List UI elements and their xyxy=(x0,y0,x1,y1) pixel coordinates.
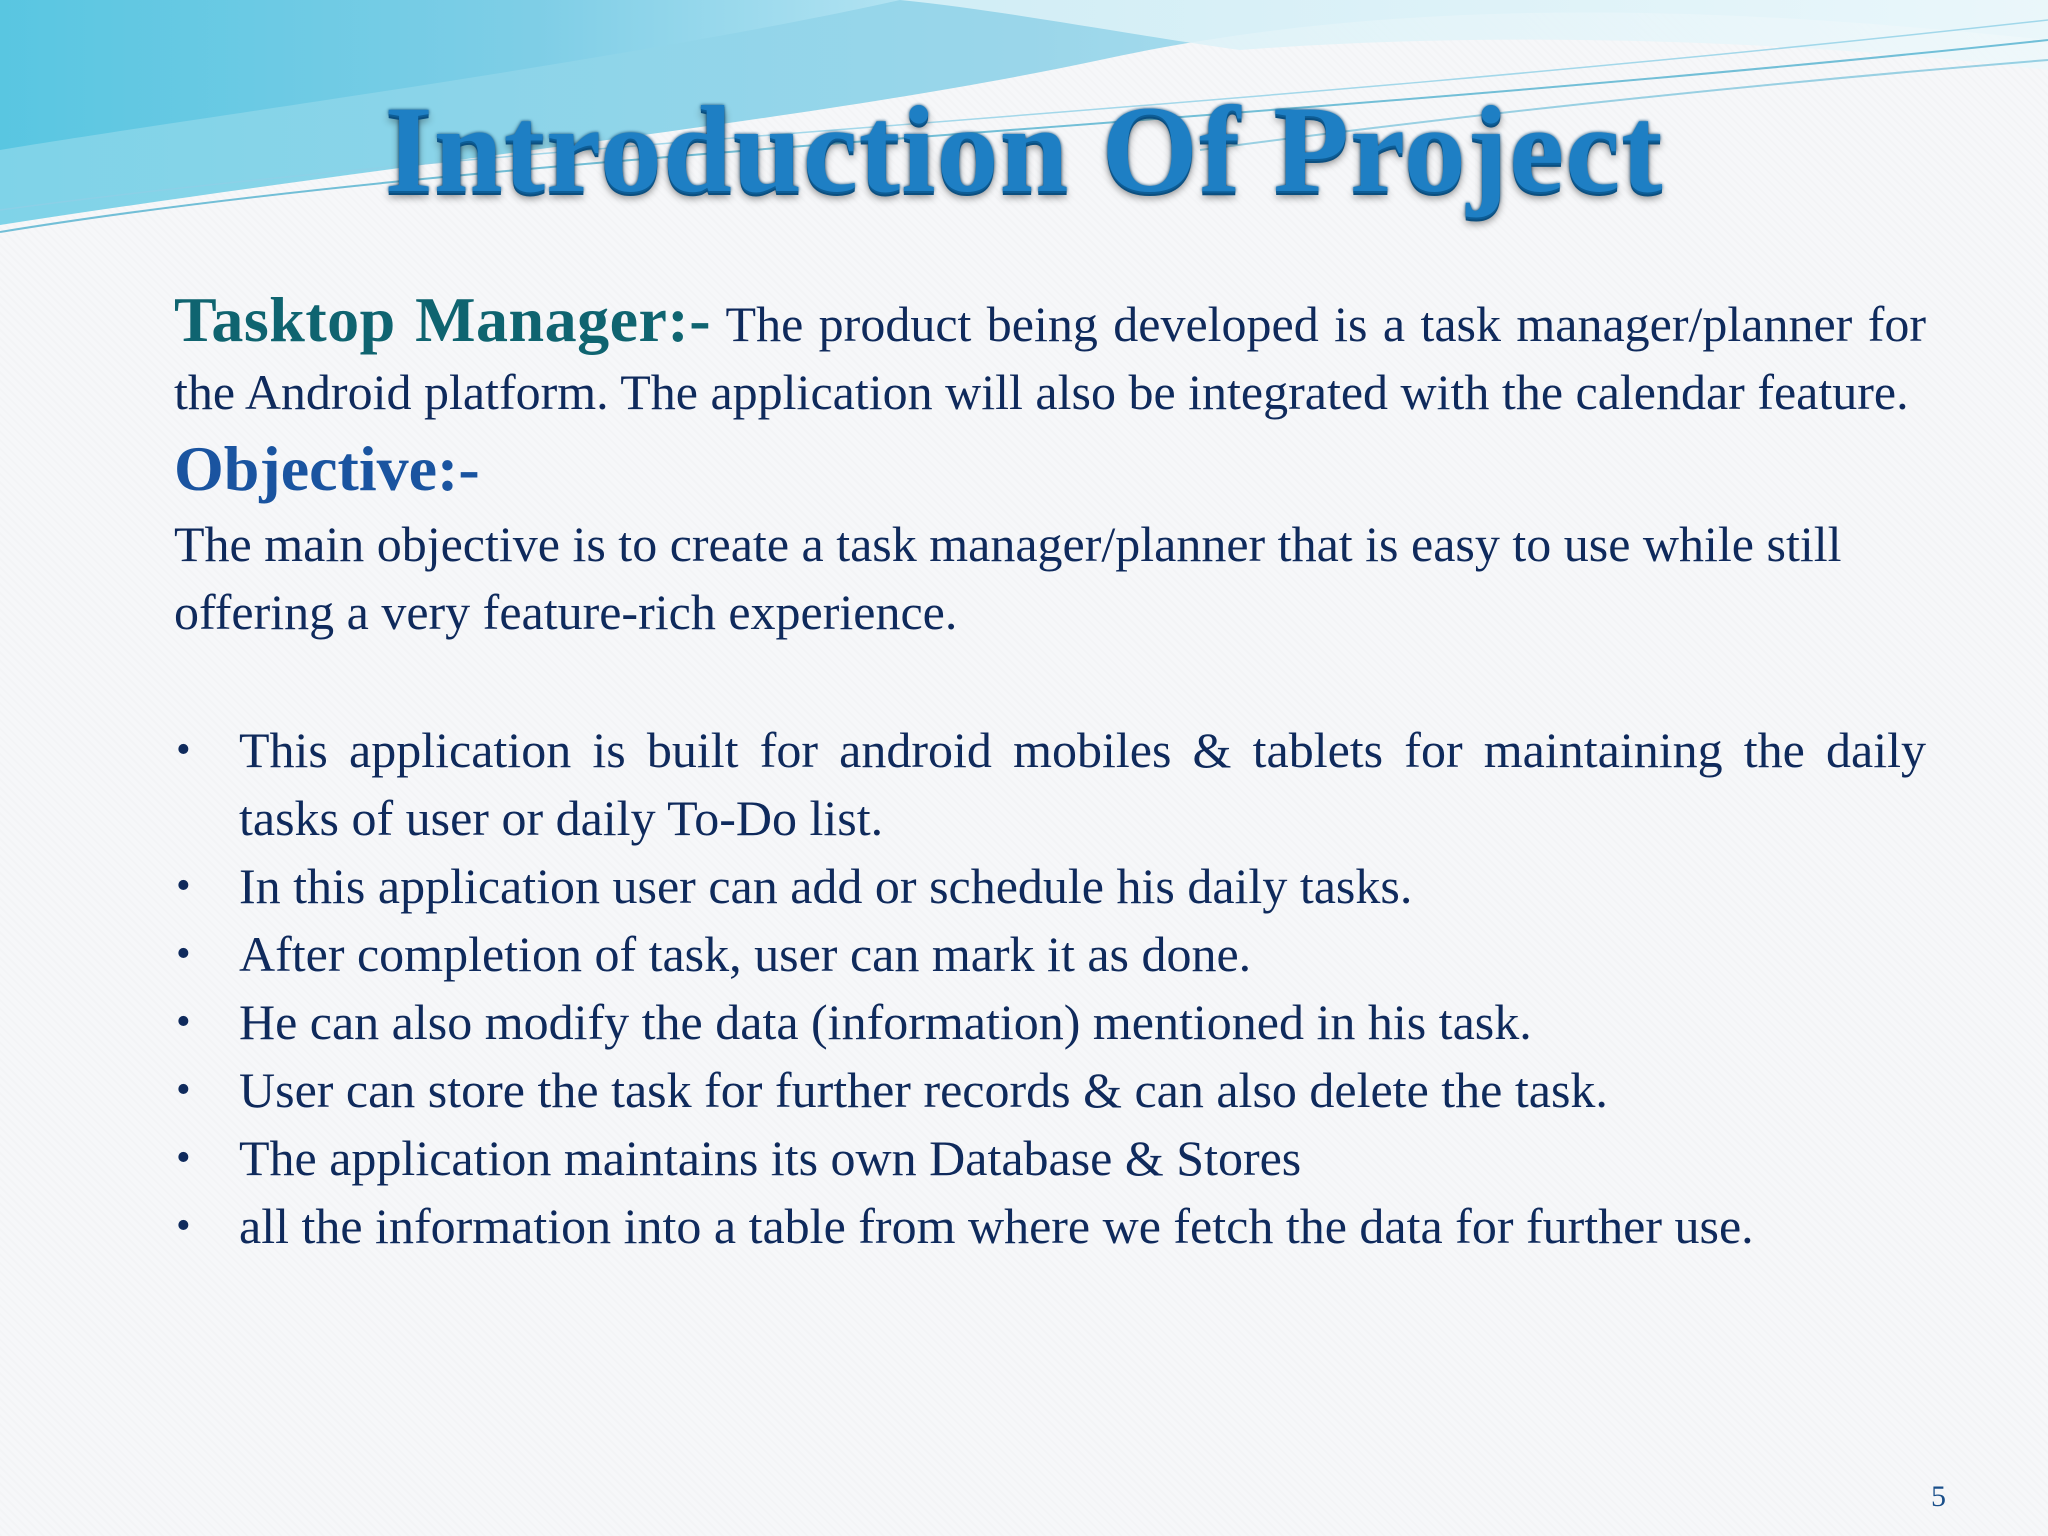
intro-label: Tasktop Manager:- xyxy=(174,284,712,355)
list-item xyxy=(174,1056,1926,1124)
feature-bullet-list xyxy=(174,716,1926,1260)
bullet-icon: • xyxy=(176,727,191,773)
bullet-icon: • xyxy=(176,863,191,909)
intro-paragraph xyxy=(174,286,1926,426)
bullet-text: He can also modify the data (information) mentioned in his task. xyxy=(239,994,1532,1050)
page-number: 5 xyxy=(1931,1480,1946,1513)
bullet-text: all the information into a table from where we fetch the data for further use. xyxy=(239,1198,1754,1254)
objective-heading: Objective:- xyxy=(174,433,480,504)
bullet-icon: • xyxy=(176,1135,191,1181)
list-item xyxy=(174,1192,1926,1260)
bullet-icon: • xyxy=(176,931,191,977)
bullet-icon: • xyxy=(176,1203,191,1249)
bullet-text: The application maintains its own Database & Stores xyxy=(239,1130,1302,1186)
intro-text: The product being developed is a task manager/planner for the Android platform. The application will also be integrated with the calendar feature. xyxy=(174,296,1927,420)
list-item xyxy=(174,852,1926,920)
list-item xyxy=(174,920,1926,988)
bullet-text: This application is built for android mobiles & tablets for maintaining the daily tasks of user or daily To-Do list. xyxy=(239,722,1926,846)
list-item xyxy=(174,1124,1926,1192)
slide-title: Introduction Of Project xyxy=(384,81,1664,218)
spacer xyxy=(174,646,1926,716)
bullet-text: After completion of task, user can mark it as done. xyxy=(239,926,1252,982)
slide-content xyxy=(174,286,1926,1260)
list-item xyxy=(174,716,1926,852)
list-item xyxy=(174,988,1926,1056)
objective-text: The main objective is to create a task manager/planner that is easy to use while still offering a very feature-rich experience. xyxy=(174,516,1842,640)
bullet-text: In this application user can add or schedule his daily tasks. xyxy=(239,858,1413,914)
bullet-icon: • xyxy=(176,999,191,1045)
bullet-text: User can store the task for further records & can also delete the task. xyxy=(239,1062,1608,1118)
bullet-icon: • xyxy=(176,1067,191,1113)
